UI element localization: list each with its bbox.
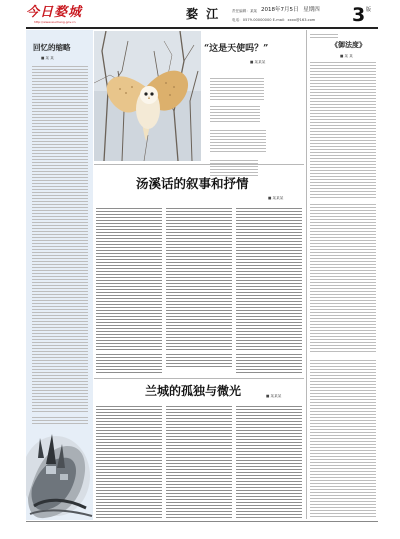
left-article-body [32,66,88,412]
poem-stanza-4 [210,160,258,176]
main-article-title: 汤溪话的叙事和抒情 [136,176,249,191]
owl-photo [94,31,201,161]
second-article-title: 兰城的孤独与微光 [145,384,242,398]
vertical-rule-right [306,30,307,519]
second-article-byline: ■ 某某某 [266,394,282,398]
page-number [352,4,372,26]
main-article-byline: ■ 某某某 [268,196,284,200]
poem-stanza-1 [210,78,264,100]
masthead-logo-url: http://www.wucheng.gov.cn [34,20,76,24]
left-article-body-end [32,417,88,426]
main-article-col-2-b [166,354,232,368]
right-top-snippet [310,34,338,38]
second-article-col-2 [166,406,232,519]
second-article-col-1 [96,406,162,519]
main-article-col-2 [166,208,232,350]
left-article-title: 回忆的缩略 [33,43,71,52]
footer-rule [26,521,378,522]
poem-title: “这是天使吗？” [204,44,269,54]
main-article-col-3-b [236,354,302,374]
main-article-top-rule [94,164,304,165]
header-date-text: 2018年7月5日 [261,7,299,13]
main-article-col-1-b [96,354,162,374]
header-contact: 电话：0579-00000000 E-mail：xxxx@163.com [232,18,316,22]
page-number-label: 版 [366,7,372,13]
header-weekday: 星期四 [303,7,320,13]
poem-byline: ■ 某某某 [250,60,266,64]
right-column-body-1 [310,62,376,198]
page-number-digit: 3 [352,4,366,26]
second-article-col-3 [236,406,302,519]
right-article-title: 《御法度》 [331,40,366,49]
main-article-col-3 [236,208,302,350]
left-article-byline: ■ 某 某 [41,56,54,60]
right-article-byline: ■ 某 某 [340,54,353,58]
main-article-col-1 [96,208,162,350]
second-article-top-rule [94,378,304,379]
header-date [261,7,320,14]
masthead-logo-text: 今日婺城 [26,5,83,20]
ink-wash-painting [26,428,93,520]
poem-stanza-3 [210,130,266,152]
poem-stanza-2 [210,106,260,124]
right-column-body-3 [310,360,376,518]
header-editor: 责任编辑：某某 [232,9,258,13]
right-column-body-2 [310,204,376,354]
section-title: 婺 江 [186,7,221,21]
header-rule [26,27,378,29]
masthead-logo [26,6,98,24]
